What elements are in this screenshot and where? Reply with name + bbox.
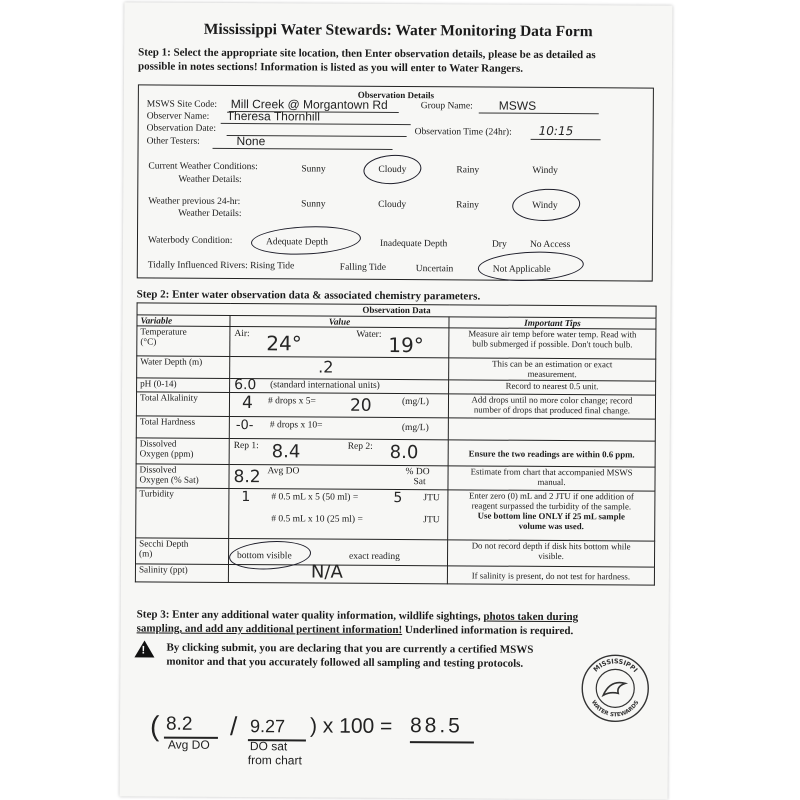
turbidity-row1: # 0.5 mL x 5 (50 ml) =	[271, 492, 359, 503]
hardness-units: (mg/L)	[401, 423, 429, 434]
group-name-value[interactable]: MSWS	[498, 98, 537, 113]
testers-value[interactable]: None	[236, 134, 266, 149]
date-label: Observation Date:	[146, 123, 217, 134]
alkalinity-units: (mg/L)	[401, 397, 429, 408]
time-label: Observation Time (24hr):	[414, 127, 512, 138]
current-weather-label: Current Weather Conditions:	[148, 161, 258, 173]
prev-weather-details-label: Weather Details:	[178, 208, 242, 220]
time-value[interactable]: 10:15	[538, 123, 574, 139]
formula-open-paren: (	[149, 710, 160, 742]
turbidity-unit1: JTU	[423, 493, 440, 504]
waterbody-dry[interactable]: Dry	[491, 239, 507, 250]
formula-do-sat[interactable]: 9.27	[249, 716, 286, 737]
formula-times: ) x 100 =	[309, 714, 393, 738]
hardness-value-cell	[229, 416, 448, 439]
turbidity-value1b[interactable]: 5	[393, 489, 403, 507]
step1-instructions: Step 1: Select the appropriate site location, then Enter observation details, please be as detailed as possible in notes sections! Information is listed as you will enter to Water Rangers.	[138, 46, 596, 75]
depth-label: Water Depth (m)	[137, 356, 230, 379]
alkalinity-drops[interactable]: 4	[241, 393, 253, 414]
depth-value-cell	[230, 356, 449, 379]
waterbody-adequate[interactable]: Adequate Depth	[265, 237, 328, 248]
formula-slash: /	[229, 710, 238, 742]
current-weather-cloudy[interactable]: Cloudy	[378, 164, 407, 176]
depth-tip: This can be an estimation or exact measurement.	[449, 358, 656, 381]
alkalinity-tip: Add drops until no more color change; record number of drops that produced final change.	[448, 394, 655, 419]
step2-instructions: Step 2: Enter water observation data & associated chemistry parameters.	[136, 288, 481, 303]
water-value[interactable]: 19°	[388, 332, 424, 358]
turbidity-unit2: JTU	[423, 515, 440, 526]
prev-weather-cloudy[interactable]: Cloudy	[378, 199, 407, 211]
testers-label: Other Testers:	[146, 136, 200, 147]
turbidity-value1[interactable]: 1	[241, 489, 251, 506]
formula-do-sat-label1: DO sat	[249, 739, 288, 754]
do-sat-label: Dissolved Oxygen (% Sat)	[136, 464, 229, 489]
turbidity-value-cell	[229, 488, 448, 539]
alkalinity-result[interactable]: 20	[349, 395, 372, 416]
temperature-label: Temperature (°C)	[137, 326, 230, 357]
secchi-bottom-visible[interactable]: bottom visible	[237, 551, 292, 562]
hardness-drops[interactable]: -0-	[235, 418, 254, 434]
rep1-value[interactable]: 8.4	[271, 441, 301, 463]
group-name-label: Group Name:	[420, 101, 473, 112]
turbidity-row2: # 0.5 mL x 10 (25 ml) =	[271, 514, 363, 525]
prev-weather-selection-circle	[511, 187, 580, 222]
hardness-label: Total Hardness	[136, 416, 229, 439]
waterbody-selection-circle	[250, 224, 361, 257]
salinity-value-cell	[228, 561, 447, 583]
formula-result[interactable]: 88.5	[409, 714, 463, 738]
formula-do-sat-label2: from chart	[247, 753, 302, 768]
tidal-selection-circle	[477, 249, 584, 283]
ph-value-cell	[230, 378, 449, 393]
pct-sat-label: Sat	[413, 477, 426, 488]
ph-value[interactable]: 6.0	[234, 377, 257, 394]
observer-value[interactable]: Theresa Thornhill	[226, 108, 320, 124]
tidal-falling[interactable]: Falling Tide	[339, 262, 387, 273]
waterbody-inadequate[interactable]: Inadequate Depth	[379, 238, 448, 250]
rep2-value[interactable]: 8.0	[389, 441, 419, 464]
waterbody-label: Waterbody Condition:	[147, 235, 233, 246]
prev-weather-label: Weather previous 24-hr:	[148, 196, 241, 208]
observer-label: Observer Name:	[146, 111, 210, 122]
rep2-label: Rep 2:	[347, 441, 373, 452]
secchi-tip: Do not record depth if disk hits bottom while visible.	[447, 540, 654, 567]
svg-text:MISSISSIPPI: MISSISSIPPI	[591, 657, 640, 674]
air-value[interactable]: 24°	[266, 331, 302, 356]
water-label: Water:	[356, 329, 382, 340]
do-ppm-value-cell	[229, 438, 448, 465]
table-row	[135, 564, 654, 585]
msws-seal-icon	[580, 653, 650, 723]
avg-do-label: Avg DO	[267, 466, 300, 477]
ph-label: pH (0-14)	[137, 378, 230, 393]
depth-value[interactable]: .2	[318, 357, 334, 377]
pct-do-label: % DO	[405, 467, 430, 478]
table-row	[136, 416, 655, 441]
observation-data-table	[135, 302, 657, 585]
hardness-mult: # drops x 10=	[269, 420, 323, 431]
step3-instructions: Step 3: Enter any additional water quality information, wildlife sightings, photos taken during sampling, and add any additional pertinent information! Underlined information is required.	[136, 608, 579, 638]
current-weather-sunny[interactable]: Sunny	[301, 164, 326, 175]
salinity-label: Salinity (ppt)	[135, 564, 228, 583]
rep1-label: Rep 1:	[233, 441, 259, 452]
prev-weather-windy[interactable]: Windy	[532, 200, 558, 211]
form-title: Mississippi Water Stewards: Water Monitoring Data Form	[203, 20, 593, 41]
data-form-paper: Mississippi Water Stewards: Water Monitoring Data Form Step 1: Select the appropriate site location, then Enter observation details, please be as detailed as possible in notes sections! Information is listed as you will enter to Water Rangers. Observation Details MSWS Site Code: Mill Creek @ Morgantown Rd Group Name: MSWS Observer Name: Theresa Thornhill Observation Date: Observation Time (24hr): 10:15 Other Testers: None Current Weather Conditions: Weather Details: Sunny Cloudy Rainy Windy Weather previous 24-hr: Weather Details: Sunny Cloudy Rainy Windy Waterbody Condition: Adequate Depth Inadequate Depth Dry No Access Tidally Influenced Rivers: Rising Tide Falling Tide Uncertain Not Applicable Step 2: Enter water observation data & associated chemistry parameters. Observation Data Variable Value Important Tips Temperature (°C) Air: 24° Water: 19° Measure air temp before water temp. Read with bulb submerged if possible. Don't touch bulb. Water Depth (m) .2 This can be an estimation or exact measurement. pH (0-14) 6.0 (standard international units) Record to nearest 0.5 unit. Total Alkalinity 4 # drops x 5= 20 (mg/L) Add drops until no more color change; record number of drops that produced final change. Total Hardness -0- # drops x 10= (mg/L) Dissolved Oxygen (ppm) Rep 1: 8.4 Rep 2: 8.0 Ensure the two readings are within 0.6 ppm. Dissolved Oxygen (% Sat) 8.2 Avg DO % DO Sat Estimate from chart that accompanied MSWS manual. Turbidity 1 # 0.5 mL x 5 (50 ml) = 5 JTU # 0.5 mL x 10 (25 ml) = JTU Enter zero (0) mL and 2 JTU if one addition of reagent surpassed the turbidity of the sample. Use bottom line ONLY if 25 mL sample volume was used. Secchi Depth (m) bottom visible exact reading Do not record depth if disk hits bottom while visible. Salinity (ppt) N/A If salinity is present, do not test for hardness. Step 3: Enter any additional water quality information, wildlife sightings, photos taken during sampling, and add any additional pertinent information! Underlined information is required. ! By clicking submit, you are declaring that you are currently a certified MSWS monitor and that you accurately followed all sampling and testing protocols. MISSISSIPPI WATER STEWARDS ( 8.2 Avg DO / 9.27 DO sat from chart ) x 100 = 88.5	[120, 2, 673, 799]
ph-tip: Record to nearest 0.5 unit.	[449, 380, 656, 395]
observation-details-heading: Observation Details	[357, 89, 435, 101]
col-tips: Important Tips	[449, 317, 656, 329]
formula-avg-do[interactable]: 8.2	[165, 713, 193, 735]
table-row	[136, 438, 655, 467]
secchi-exact-reading[interactable]: exact reading	[349, 551, 400, 563]
table-row	[137, 356, 656, 381]
site-code-label: MSWS Site Code:	[146, 99, 218, 110]
do-sat-tip: Estimate from chart that accompanied MSWS manual.	[448, 466, 655, 491]
prev-weather-rainy[interactable]: Rainy	[456, 200, 479, 211]
current-weather-details-label: Weather Details:	[178, 174, 242, 186]
tidal-not-applicable[interactable]: Not Applicable	[492, 264, 551, 275]
col-variable: Variable	[137, 315, 230, 327]
do-sat-value[interactable]: 8.2	[233, 467, 261, 488]
table-row	[135, 538, 654, 567]
table-row	[136, 392, 655, 419]
current-weather-rainy[interactable]: Rainy	[456, 165, 480, 176]
salinity-value[interactable]: N/A	[310, 561, 343, 583]
certification-statement: By clicking submit, you are declaring that you are currently a certified MSWS monitor and that you accurately followed all sampling and testing protocols.	[166, 641, 534, 670]
current-weather-selection-circle	[363, 153, 423, 186]
table-row	[136, 488, 655, 541]
alkalinity-value-cell	[229, 392, 448, 417]
ph-units: (standard international units)	[270, 380, 380, 391]
turbidity-tip: Enter zero (0) mL and 2 JTU if one addition of reagent surpassed the turbidity of the sample. Use bottom line ONLY if 25 mL sample volume was used.	[448, 490, 655, 541]
do-ppm-label: Dissolved Oxygen (ppm)	[136, 438, 229, 465]
col-value: Value	[230, 315, 449, 327]
observation-data-heading: Observation Data	[137, 303, 656, 318]
turbidity-label: Turbidity	[136, 488, 229, 539]
alkalinity-mult: # drops x 5=	[267, 396, 316, 407]
temperature-tip: Measure air temp before water temp. Read with bulb submerged if possible. Don't touch bulb.	[449, 328, 656, 359]
prev-weather-sunny[interactable]: Sunny	[301, 199, 326, 210]
current-weather-windy[interactable]: Windy	[532, 165, 558, 176]
salinity-tip: If salinity is present, do not test for hardness.	[447, 566, 654, 585]
temperature-value-cell	[230, 326, 449, 357]
table-row	[136, 464, 655, 491]
alkalinity-label: Total Alkalinity	[136, 392, 229, 417]
formula-avg-do-label: Avg DO	[167, 737, 210, 752]
site-code-value[interactable]: Mill Creek @ Morgantown Rd	[230, 96, 388, 112]
observation-details-box	[137, 84, 654, 281]
tidal-label: Tidally Influenced Rivers: Rising Tide	[147, 260, 295, 272]
tidal-uncertain[interactable]: Uncertain	[415, 264, 454, 275]
svg-text:WATER STEWARDS: WATER STEWARDS	[589, 699, 641, 719]
air-label: Air:	[234, 329, 250, 340]
table-row	[137, 326, 656, 359]
waterbody-no-access[interactable]: No Access	[529, 239, 571, 251]
do-sat-value-cell	[229, 464, 448, 489]
do-ppm-tip: Ensure the two readings are within 0.6 ppm.	[448, 440, 655, 467]
secchi-label: Secchi Depth (m)	[135, 538, 228, 565]
